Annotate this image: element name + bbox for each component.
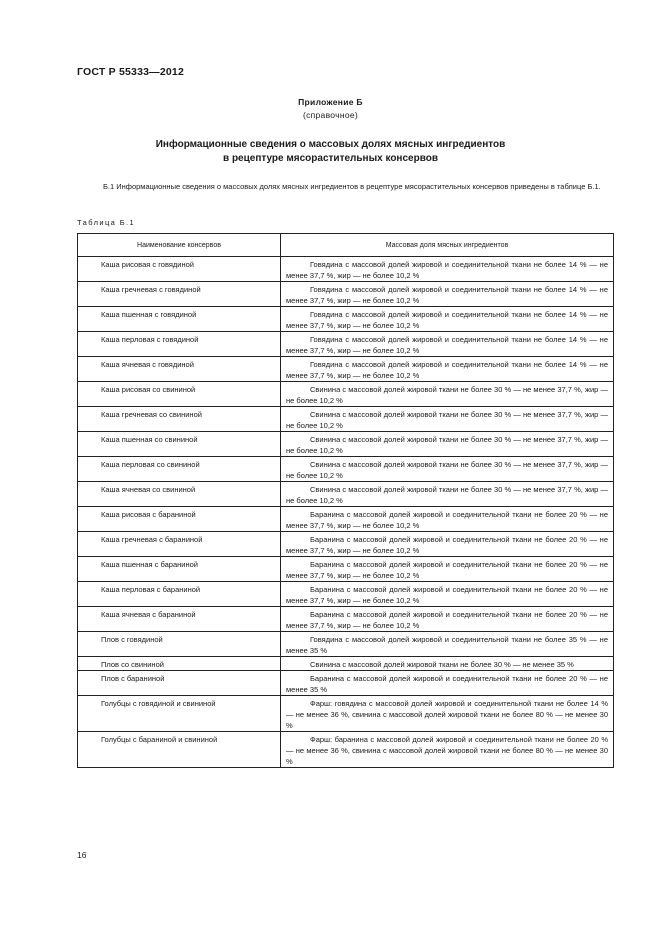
table-row [78, 732, 614, 768]
meat-share-cell: Свинина с массовой долей жировой ткани не более 30 % — не менее 35 % [281, 657, 614, 671]
meat-share-cell: Говядина с массовой долей жировой и соединительной ткани не более 14 % — не менее 37,7 %, жир — не более 10,2 % [281, 282, 614, 307]
table-row [78, 282, 614, 307]
main-title-line-1: Информационные сведения о массовых долях мясных ингредиентов [155, 139, 506, 150]
annex-subtitle: (справочное) [302, 110, 359, 120]
meat-share-cell: Баранина с массовой долей жировой и соединительной ткани не более 20 % — не менее 37,7 %, жир — не более 10,2 % [281, 582, 614, 607]
meat-share-cell: Баранина с массовой долей жировой и соединительной ткани не более 20 % — не менее 37,7 %, жир — не более 10,2 % [281, 507, 614, 532]
meat-share-cell: Свинина с массовой долей жировой ткани не более 30 % — не менее 37,7 %, жир — не более 10,2 % [281, 407, 614, 432]
table-row [78, 532, 614, 557]
product-name-cell: Каша гречневая со свининой [78, 407, 281, 432]
table-row [78, 671, 614, 696]
table-header-row [78, 234, 614, 257]
table-row [78, 482, 614, 507]
table-row [78, 582, 614, 607]
meat-share-cell: Баранина с массовой долей жировой и соединительной ткани не более 20 % — не менее 37,7 %, жир — не более 10,2 % [281, 607, 614, 632]
product-name-cell: Плов со свининой [78, 657, 281, 671]
product-name-cell: Голубцы с бараниной и свининой [78, 732, 281, 768]
meat-share-cell: Говядина с массовой долей жировой и соединительной ткани не более 14 % — не менее 37,7 %, жир — не более 10,2 % [281, 307, 614, 332]
product-name-cell: Голубцы с говядиной и свининой [78, 696, 281, 732]
product-name-cell: Каша перловая с бараниной [78, 582, 281, 607]
product-name-cell: Каша пшенная с бараниной [78, 557, 281, 582]
document-code: ГОСТ Р 55333—2012 [77, 66, 185, 78]
main-title [0, 138, 661, 166]
meat-share-cell: Свинина с массовой долей жировой ткани не более 30 % — не менее 37,7 %, жир — не более 10,2 % [281, 482, 614, 507]
product-name-cell: Каша гречневая с бараниной [78, 532, 281, 557]
table-row [78, 407, 614, 432]
table-body [78, 257, 614, 768]
meat-share-cell: Говядина с массовой долей жировой и соединительной ткани не более 14 % — не менее 37,7 %, жир — не более 10,2 % [281, 332, 614, 357]
intro-paragraph: Б.1 Информационные сведения о массовых долях мясных ингредиентов в рецептуре мясорастительных консервов приведены в таблице Б.1. [103, 182, 601, 191]
table-row [78, 332, 614, 357]
header-meat-share: Массовая доля мясных ингредиентов [281, 234, 614, 257]
table-row [78, 696, 614, 732]
table-row [78, 382, 614, 407]
table-row [78, 607, 614, 632]
table-row [78, 257, 614, 282]
meat-share-cell: Баранина с массовой долей жировой и соединительной ткани не более 20 % — не менее 37,7 %, жир — не более 10,2 % [281, 557, 614, 582]
product-name-cell: Плов с бараниной [78, 671, 281, 696]
table-row [78, 557, 614, 582]
product-name-cell: Каша рисовая с говядиной [78, 257, 281, 282]
table-row [78, 632, 614, 657]
product-name-cell: Каша перловая с говядиной [78, 332, 281, 357]
product-name-cell: Каша пшенная со свининой [78, 432, 281, 457]
page-number: 16 [77, 850, 87, 860]
table-row [78, 507, 614, 532]
product-name-cell: Каша рисовая с бараниной [78, 507, 281, 532]
product-name-cell: Каша ячневая со свининой [78, 482, 281, 507]
main-title-line-2: в рецептуре мясорастительных консервов [223, 153, 438, 164]
product-name-cell: Каша ячневая с бараниной [78, 607, 281, 632]
table-row [78, 357, 614, 382]
meat-share-cell: Фарш: баранина с массовой долей жировой и соединительной ткани не более 20 % — не менее 36 %, свинина с массовой долей жировой ткани не более 80 % — не менее 30 % [281, 732, 614, 768]
meat-share-cell: Свинина с массовой долей жировой ткани не более 30 % — не менее 37,7 %, жир — не более 10,2 % [281, 457, 614, 482]
meat-share-cell: Свинина с массовой долей жировой ткани не более 30 % — не менее 37,7 %, жир — не более 10,2 % [281, 382, 614, 407]
meat-share-cell: Говядина с массовой долей жировой и соединительной ткани не более 14 % — не менее 37,7 %, жир — не более 10,2 % [281, 257, 614, 282]
meat-share-cell: Говядина с массовой долей жировой и соединительной ткани не более 35 % — не менее 35 % [281, 632, 614, 657]
table-caption: Таблица Б.1 [77, 218, 136, 227]
product-name-cell: Каша рисовая со свининой [78, 382, 281, 407]
meat-share-cell: Свинина с массовой долей жировой ткани не более 30 % — не менее 37,7 %, жир — не более 10,2 % [281, 432, 614, 457]
product-name-cell: Каша перловая со свининой [78, 457, 281, 482]
meat-share-cell: Баранина с массовой долей жировой и соединительной ткани не более 20 % — не менее 35 % [281, 671, 614, 696]
meat-share-cell: Фарш: говядина с массовой долей жировой и соединительной ткани не более 14 % — не менее 36 %, свинина с массовой долей жировой ткани не более 80 % — не менее 30 % [281, 696, 614, 732]
ingredients-table [77, 233, 614, 768]
table-row [78, 457, 614, 482]
product-name-cell: Каша гречневая с говядиной [78, 282, 281, 307]
meat-share-cell: Говядина с массовой долей жировой и соединительной ткани не более 14 % — не менее 37,7 %, жир — не более 10,2 % [281, 357, 614, 382]
table-row [78, 657, 614, 671]
annex-title: Приложение Б [298, 97, 363, 107]
meat-share-cell: Баранина с массовой долей жировой и соединительной ткани не более 20 % — не менее 37,7 %, жир — не более 10,2 % [281, 532, 614, 557]
product-name-cell: Каша ячневая с говядиной [78, 357, 281, 382]
product-name-cell: Каша пшенная с говядиной [78, 307, 281, 332]
header-product-name: Наименование консервов [78, 234, 281, 257]
table-row [78, 432, 614, 457]
product-name-cell: Плов с говядиной [78, 632, 281, 657]
table-row [78, 307, 614, 332]
